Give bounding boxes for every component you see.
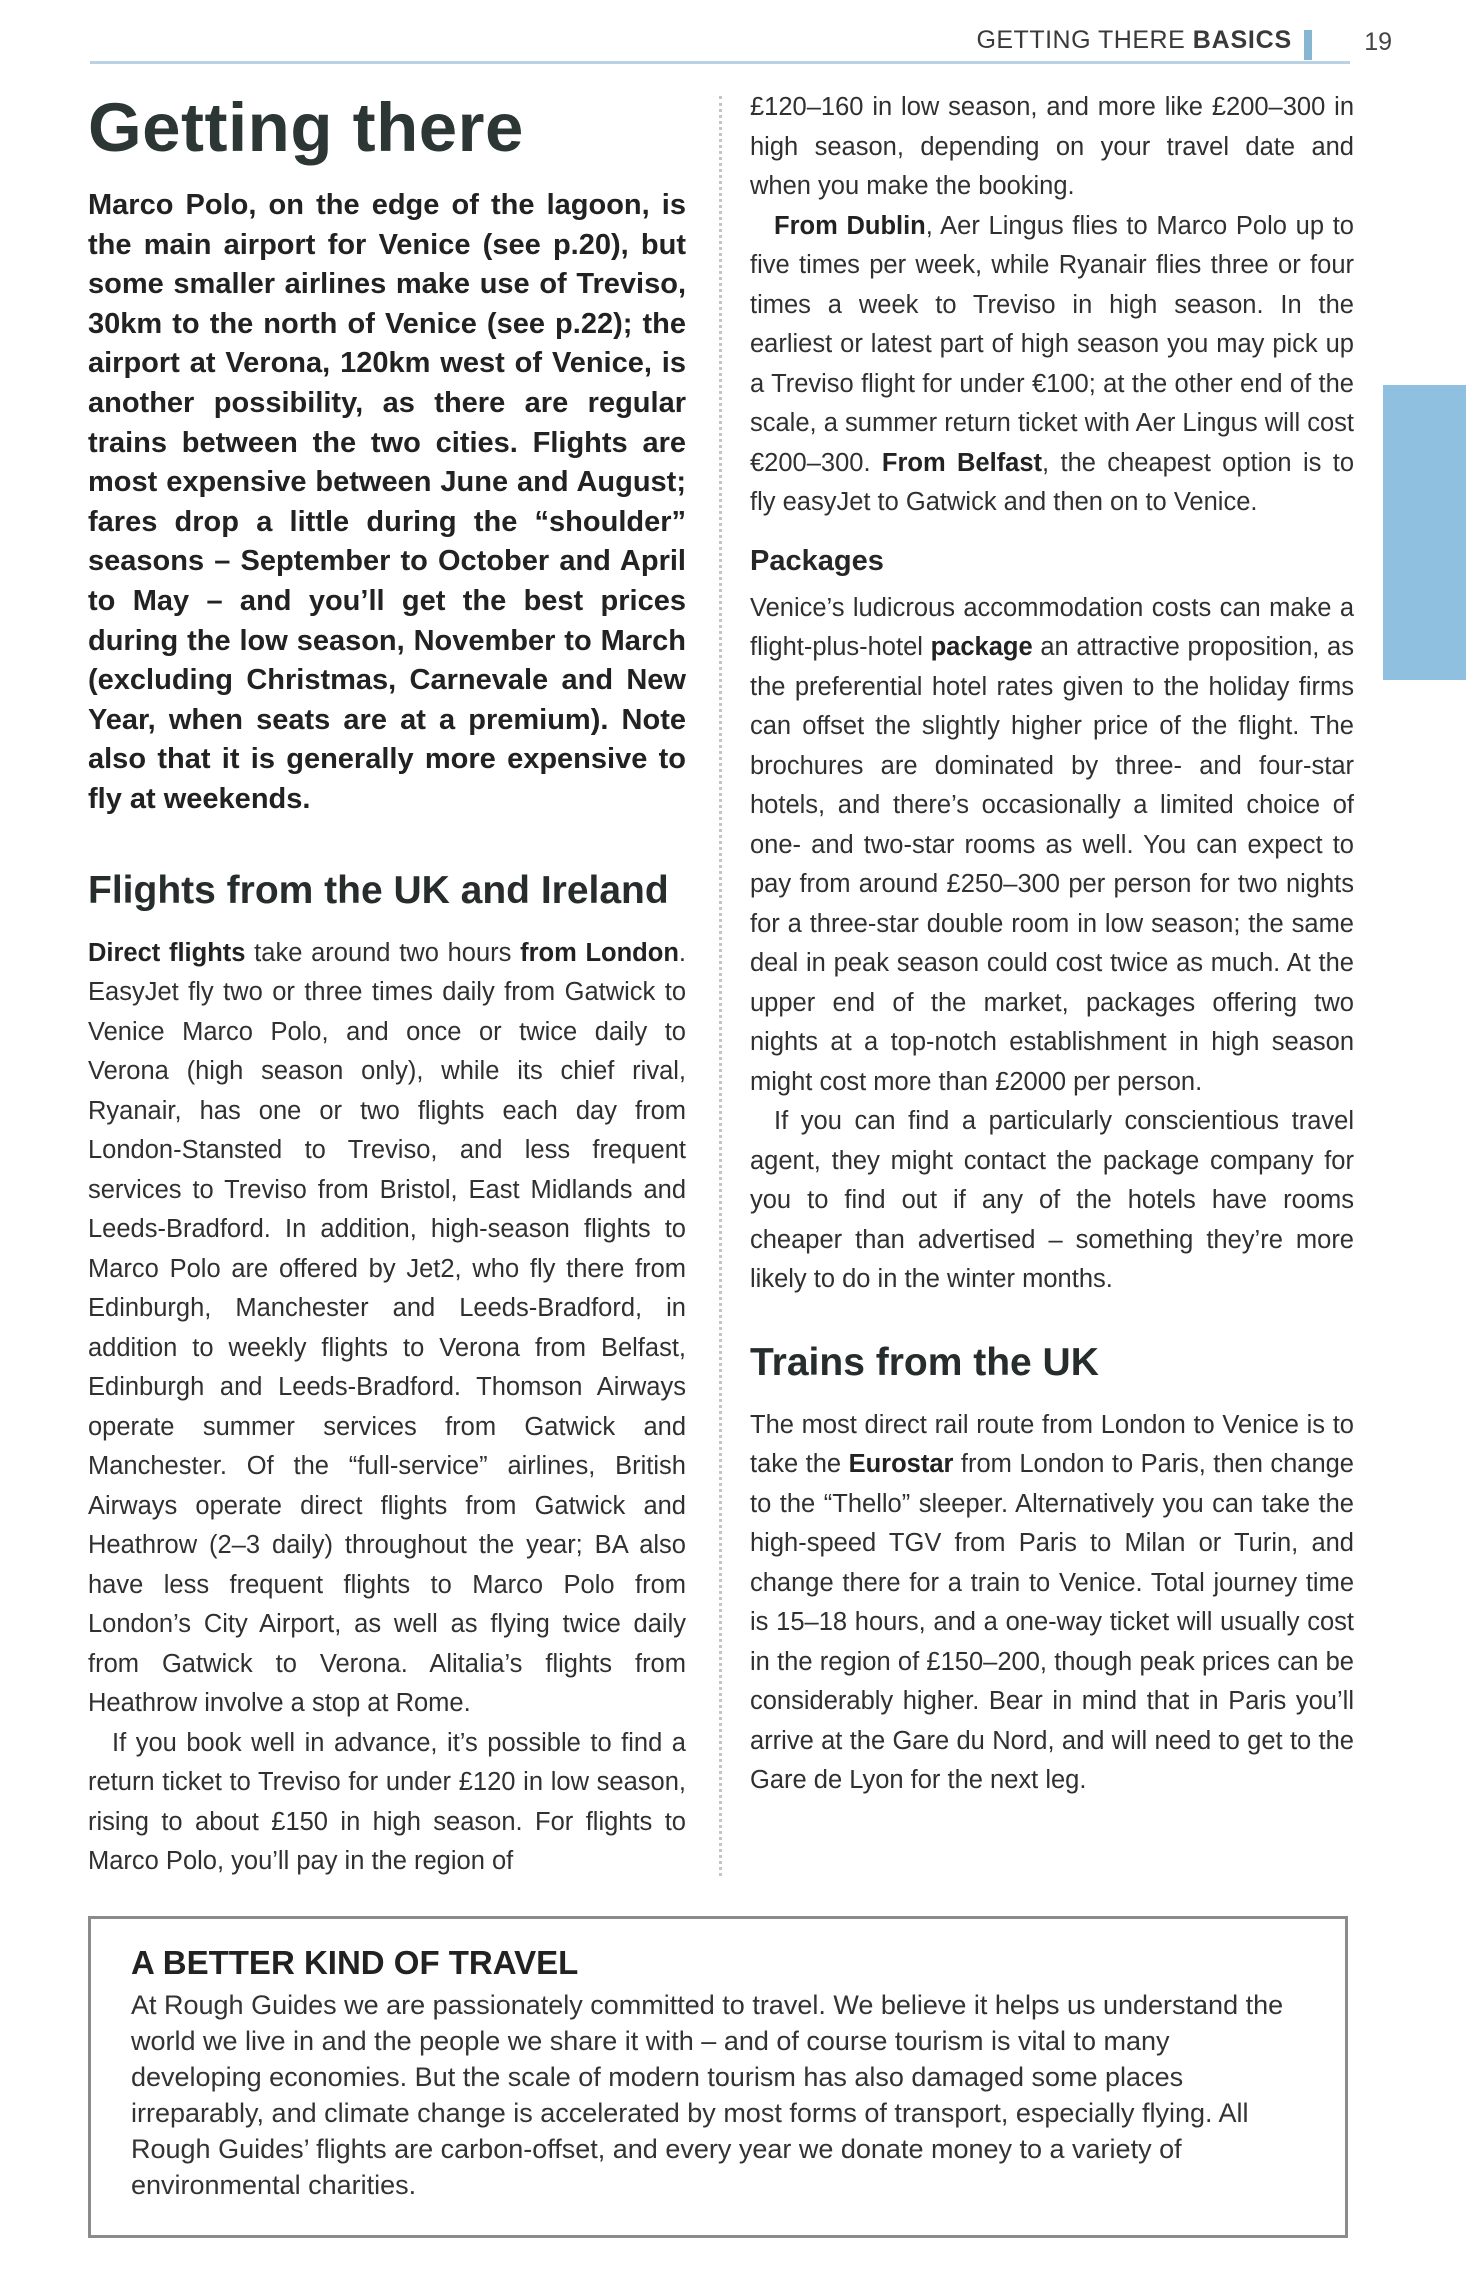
text-run: , Aer Lingus flies to Marco Polo up to five times per week, while Ryanair flies three or four times a week to Treviso in high season. In the earliest or latest part of high season you may pick up a Treviso flight for under €100; at the other end of the scale, a summer return ticket with Aer Lingus will cost €200–300. <box>750 211 1354 477</box>
text-run: , the cheapest option is to fly easyJet to Gatwick and then on to Venice. <box>750 448 1354 516</box>
callout-title: A BETTER KIND OF TRAVEL <box>131 1944 579 1981</box>
direct-flights-paragraph <box>88 934 686 1724</box>
text-run: take around two hours <box>245 938 521 967</box>
text-run: from London to Paris, then change to the “Thello” sleeper. Alternatively you can take the high-speed TGV from Paris to Milan or Turin, and change there for a train to Venice. Total journey time is 15–18 hours, and a one-way ticket will usually cost in the region of £150–200, though peak prices can be considerably higher. Bear in mind that in Paris you’ll arrive at the Gare du Nord, and will need to get to the Gare de Lyon for the next leg. <box>750 1450 1354 1794</box>
direct-flights-term: Direct flights <box>88 938 246 967</box>
column-divider <box>719 96 722 1876</box>
text-run: an attractive proposition, as the preferential hotel rates given to the holiday firms can offset the slightly higher price of the flight. The brochures are dominated by three- and four-star hotels, and there’s occasionally a limited choice of one- and two-star rooms as well. You can expect to pay from around £250–300 per person for two nights for a three-star double room in low season; the same deal in peak season could cost twice as much. At the upper end of the market, packages offering two nights at a top-notch establishment in high season might cost more than £2000 per person. <box>750 633 1354 1096</box>
trains-heading: Trains from the UK <box>750 1340 1099 1384</box>
text-run: The most direct rail route from London to Venice is to take the <box>750 1410 1354 1478</box>
section-name: GETTING THERE <box>976 26 1186 54</box>
prices-continued-paragraph: £120–160 in low season, and more like £200–300 in high season, depending on your travel date and when you make the booking. <box>750 93 1354 200</box>
page-number: 19 <box>1364 28 1392 56</box>
from-london-term: from London <box>520 938 679 967</box>
callout-body: At Rough Guides we are passionately committed to travel. We believe it helps us understand the world we live in and the people we share it with – and of course tourism is vital to many developing economies. But the scale of modern tourism has also damaged some places irreparably, and climate change is accelerated by most forms of transport, especially flying. All Rough Guides’ flights are carbon-offset, and every year we donate money to a variety of environmental charities. <box>131 1990 1284 2200</box>
travel-agent-paragraph: If you can find a particularly conscientious travel agent, they might contact the package company for you to find out if any of the hotels have rooms cheaper than advertised – something they’re more likely to do in the winter months. <box>750 1107 1354 1293</box>
page-title: Getting there <box>88 89 524 166</box>
flights-heading: Flights from the UK and Ireland <box>88 868 669 912</box>
running-head-text <box>976 26 1292 55</box>
dublin-paragraph <box>750 207 1354 523</box>
packages-heading: Packages <box>750 544 884 577</box>
intro-paragraph: Marco Polo, on the edge of the lagoon, is the main airport for Venice (see p.20), but some smaller airlines make use of Treviso, 30km to the north of Venice (see p.22); the airport at Verona, 120km west of Venice, is another possibility, as there are regular trains between the two cities. Flights are most expensive between June and August; fares drop a little during the “shoulder” seasons – September to October and April to May – and you’ll get the best prices during the low season, November to March (excluding Christmas, Carnevale and New Year, when seats are at a premium). Note also that it is generally more expensive to fly at weekends. <box>88 189 686 815</box>
subsection-name: BASICS <box>1192 26 1292 54</box>
text-run: Venice’s ludicrous accommodation costs can make a flight-plus-hotel <box>750 593 1354 661</box>
right-column <box>750 88 1354 1801</box>
better-travel-box <box>88 1916 1348 2238</box>
trains-paragraph <box>750 1406 1354 1801</box>
left-column <box>88 88 686 1882</box>
thumb-index-tab <box>1383 385 1466 680</box>
advance-booking-paragraph: If you book well in advance, it’s possible to find a return ticket to Treviso for under £120 in low season, rising to about £150 in high season. For flights to Marco Polo, you’ll pay in the region of <box>88 1728 686 1875</box>
text-run: . EasyJet fly two or three times daily from Gatwick to Venice Marco Polo, and once or twice daily to Verona (high season only), while its chief rival, Ryanair, has one or two flights each day from London-Stansted to Treviso, and less frequent services to Treviso from Bristol, East Midlands and Leeds-Bradford. In addition, high-season flights to Marco Polo are offered by Jet2, who fly there from Edinburgh, Manchester and Leeds-Bradford, in addition to weekly flights to Verona from Belfast, Edinburgh and Leeds-Bradford. Thomson Airways operate summer services from Gatwick and Manchester. Of the “full-service” airlines, British Airways operate direct flights from Gatwick and Heathrow (2–3 daily) throughout the year; BA also have less frequent flights to Marco Polo from London’s City Airport, as well as flying twice daily from Gatwick to Verona. Alitalia’s flights from Heathrow involve a stop at Rome. <box>88 938 686 1717</box>
header-accent-bar <box>1304 30 1312 60</box>
eurostar-term: Eurostar <box>848 1450 954 1478</box>
running-header <box>90 24 1410 64</box>
from-dublin-term: From Dublin <box>774 211 926 240</box>
header-rule <box>90 61 1350 64</box>
from-belfast-term: From Belfast <box>881 448 1043 477</box>
callout-content <box>131 1943 1305 2203</box>
package-term: package <box>930 633 1033 661</box>
packages-paragraph <box>750 589 1354 1103</box>
